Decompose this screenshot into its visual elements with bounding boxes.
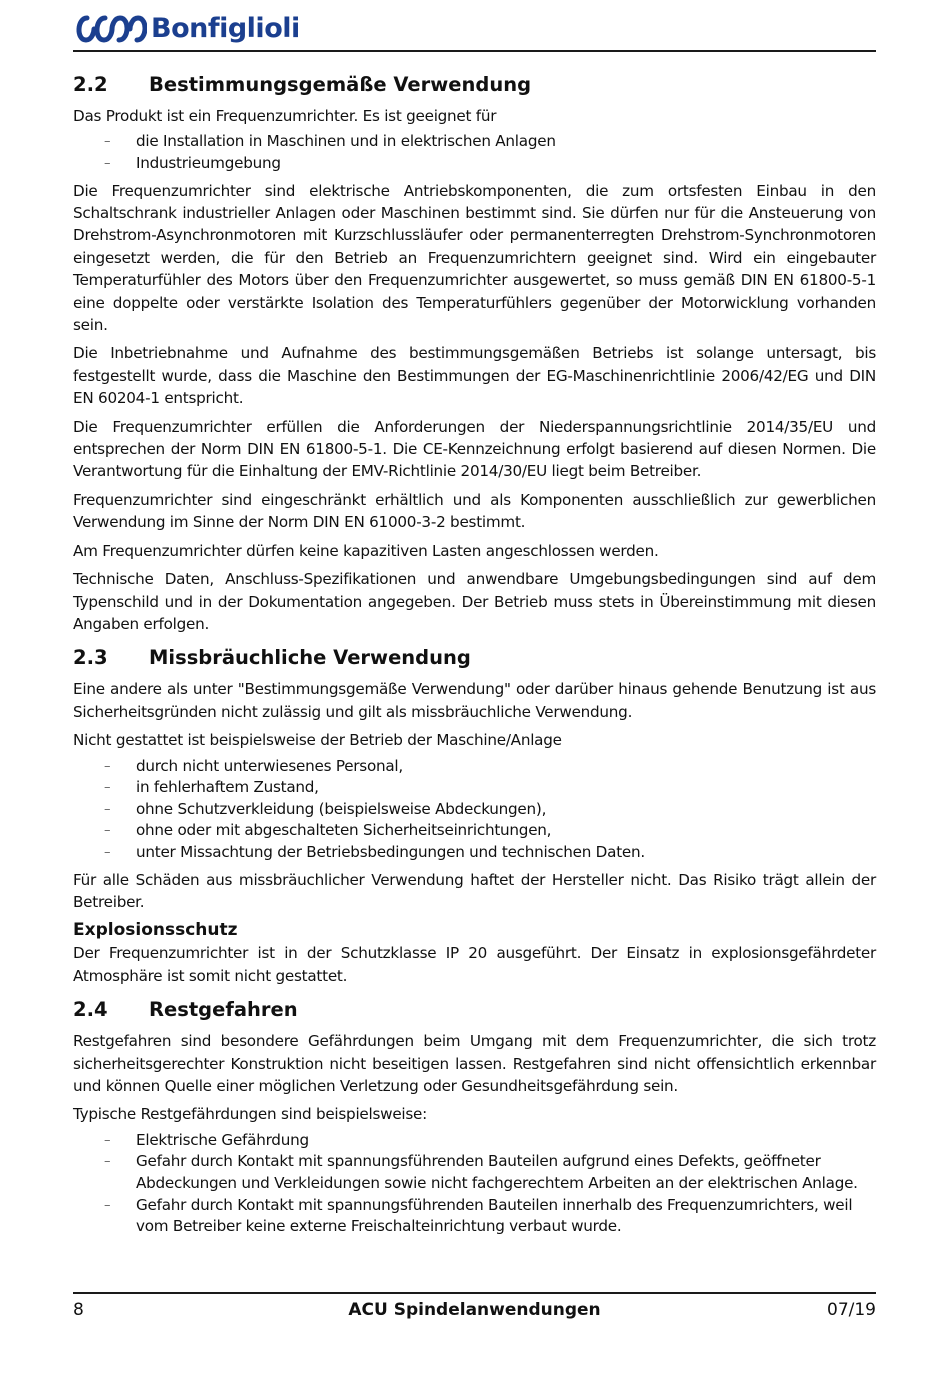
dash-bullet-icon: – — [104, 156, 111, 171]
list-item: – Industrieumgebung — [73, 153, 876, 175]
paragraph: Die Frequenzumrichter erfüllen die Anforderungen der Niederspannungsrichtlinie 2014/35/EU und entsprechen der Norm DIN EN 61800-5-1. Die CE-Kennzeichnung erfolgt basierend auf diesen Normen. Die Verantwortung für die Einhaltung der EMV-Richtlinie 2014/30/EU liegt beim Betreiber. — [73, 417, 876, 481]
bullet-list — [73, 756, 876, 864]
paragraph: Für alle Schäden aus missbräuchlicher Verwendung haftet der Hersteller nicht. Das Risiko trägt allein der Betreiber. — [73, 870, 876, 911]
list-item: – ohne oder mit abgeschalteten Sicherheitseinrichtungen, — [73, 820, 876, 842]
brand-logo — [73, 12, 300, 46]
list-item: – die Installation in Maschinen und in elektrischen Anlagen — [73, 131, 876, 153]
paragraph: Der Frequenzumrichter ist in der Schutzklasse IP 20 ausgeführt. Der Einsatz in explosionsgefährdeter Atmosphäre ist somit nicht gestattet. — [73, 944, 876, 985]
dash-bullet-icon: – — [104, 844, 111, 860]
dash-bullet-icon: – — [104, 1154, 111, 1170]
dash-bullet-icon: – — [104, 1197, 111, 1213]
list-item: – durch nicht unterwiesenes Personal, — [73, 756, 876, 778]
page-number: 8 — [73, 1300, 84, 1320]
section-number: 2.4 — [73, 998, 108, 1022]
paragraph: Das Produkt ist ein Frequenzumrichter. Es ist geeignet für — [73, 107, 497, 125]
list-item: – Elektrische Gefährdung — [73, 1130, 876, 1152]
section-number: 2.3 — [73, 646, 108, 670]
list-item: – Gefahr durch Kontakt mit spannungsführenden Bauteilen aufgrund eines Defekts, geöffneter Abdeckungen und Verkleidungen sowie nicht fachgerechtem Arbeiten an der elektrischen Anlage. — [104, 1152, 858, 1192]
section-heading-2-4 — [73, 995, 876, 1025]
section-heading-2-2 — [73, 70, 876, 100]
bullet-list — [73, 1130, 876, 1238]
brand-name: Bonfiglioli — [151, 13, 300, 44]
section-title: Restgefahren — [149, 998, 298, 1022]
document-title: ACU Spindelanwendungen — [348, 1300, 601, 1320]
list-item: – in fehlerhaftem Zustand, — [73, 777, 876, 799]
bullet-list — [73, 131, 876, 174]
list-item: – ohne Schutzverkleidung (beispielsweise Abdeckungen), — [73, 799, 876, 821]
dash-bullet-icon: – — [104, 823, 111, 839]
paragraph: Restgefahren sind besondere Gefährdungen beim Umgang mit dem Frequenzumrichter, die sich trotz sicherheitsgerechter Konstruktion nicht beseitigen lassen. Restgefahren sind nicht offensichtlich erkennbar und können Quelle einer möglichen Verletzung oder Gesundheitsgefährdung sein. — [73, 1032, 876, 1095]
dash-bullet-icon: – — [104, 134, 111, 150]
section-number: 2.2 — [73, 73, 108, 96]
paragraph: Eine andere als unter "Bestimmungsgemäße Verwendung" oder darüber hinaus gehende Benutzung ist aus Sicherheitsgründen nicht zulässig und gilt als missbräuchliche Verwendung. — [73, 680, 876, 721]
paragraph: Am Frequenzumrichter dürfen keine kapazitiven Lasten angeschlossen werden. — [73, 541, 659, 560]
paragraph: Die Inbetriebnahme und Aufnahme des bestimmungsgemäßen Betriebs ist solange untersagt, bis festgestellt wurde, dass die Maschine den Bestimmungen der EG-Maschinenrichtlinie 2006/42/EG und DIN EN 60204-1 entspricht. — [73, 344, 876, 408]
paragraph: Typische Restgefährdungen sind beispielsweise: — [73, 1105, 428, 1124]
subsection-heading: Explosionsschutz — [73, 920, 238, 941]
section-title: Bestimmungsgemäße Verwendung — [149, 73, 532, 96]
section-heading-2-3 — [73, 643, 876, 673]
paragraph: Nicht gestattet ist beispielsweise der Betrieb der Maschine/Anlage — [73, 731, 562, 750]
list-item: – Gefahr durch Kontakt mit spannungsführenden Bauteilen innerhalb des Frequenzumrichters, weil vom Betreiber keine externe Freischalteinrichtung verbaut wurde. — [104, 1195, 853, 1236]
page-header — [73, 8, 876, 52]
page-footer — [73, 1292, 876, 1328]
dash-bullet-icon: – — [104, 758, 111, 774]
document-date: 07/19 — [827, 1300, 876, 1320]
bonfiglioli-logo-icon — [73, 14, 147, 44]
section-title: Missbräuchliche Verwendung — [149, 646, 471, 670]
paragraph: Technische Daten, Anschluss-Spezifikationen und anwendbare Umgebungsbedingungen sind auf dem Typenschild und in der Dokumentation angegeben. Der Betrieb muss stets in Übereinstimmung mit diesen Angaben erfolgen. — [73, 570, 876, 633]
dash-bullet-icon: – — [104, 780, 111, 796]
dash-bullet-icon: – — [104, 1132, 111, 1148]
dash-bullet-icon: – — [104, 801, 111, 817]
paragraph: Frequenzumrichter sind eingeschränkt erhältlich und als Komponenten ausschließlich zur gewerblichen Verwendung im Sinne der Norm DIN EN 61000-3-2 bestimmt. — [73, 490, 876, 532]
paragraph: Die Frequenzumrichter sind elektrische Antriebskomponenten, die zum ortsfesten Einbau in den Schaltschrank industrieller Anlagen oder Maschinen bestimmt sind. Sie dürfen nur für die Ansteuerung von Drehstrom-Asynchronmotoren mit Kurzschlussläufer oder permanenterregten Drehstrom-Synchronmotoren eingesetzt werden, die für den Betrieb an Frequenzumrichtern geeignet sind. Wird ein eingebauter Temperaturfühler des Motors über den Frequenzumrichter ausgewertet, so muss gemäß DIN EN 61800-5-1 eine doppelte oder verstärkte Isolation des Temperaturfühlers gegenüber der Motorwicklung vorhanden sein. — [73, 181, 876, 335]
list-item: – unter Missachtung der Betriebsbedingungen und technischen Daten. — [73, 842, 876, 864]
document-body — [73, 70, 876, 1238]
